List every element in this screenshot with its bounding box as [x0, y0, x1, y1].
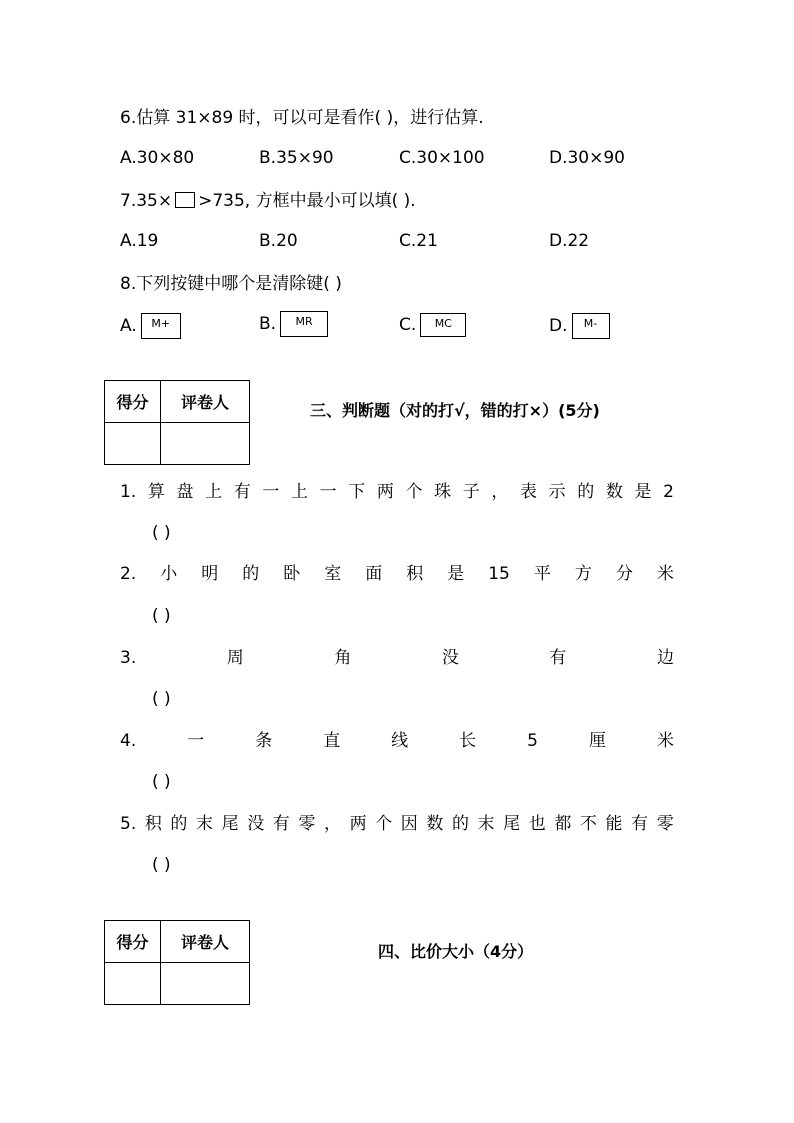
judge-item-char: 小	[160, 564, 178, 584]
judge-item-char: 有	[549, 648, 567, 668]
question-8-option-b	[259, 311, 328, 337]
score-table-section-3	[104, 380, 250, 465]
judge-item-3-answer: ( )	[152, 689, 171, 709]
judge-item-char: 算	[147, 482, 165, 502]
judge-item-char: 没	[247, 814, 265, 834]
judge-item-char: 卧	[283, 564, 301, 584]
judge-item-char: 零	[298, 814, 316, 834]
question-6-option-c: C.30×100	[399, 148, 485, 168]
judge-item-char: 是	[634, 482, 652, 502]
question-7-option-b: B.20	[259, 231, 298, 251]
judge-item-char: ，	[491, 482, 509, 502]
judge-item-char: 子	[462, 482, 480, 502]
judge-item-char: 两	[376, 482, 394, 502]
judge-item-char: 厘	[588, 731, 606, 751]
score-cell	[105, 423, 161, 465]
question-7-option-c: C.21	[399, 231, 438, 251]
judge-item-1	[120, 480, 674, 504]
judge-item-number: 3.	[120, 648, 137, 668]
judge-item-char: 米	[656, 564, 674, 584]
reviewer-header: 评卷人	[161, 381, 250, 423]
question-7-stem	[120, 189, 416, 213]
reviewer-cell	[161, 963, 250, 1005]
option-letter: A.	[120, 316, 137, 336]
judge-item-char: 米	[656, 731, 674, 751]
judge-item-char: 一	[319, 482, 337, 502]
judge-item-char: 分	[615, 564, 633, 584]
judge-item-char: 有	[272, 814, 290, 834]
judge-item-char: 的	[242, 564, 260, 584]
judge-item-char: 一	[262, 482, 280, 502]
judge-item-char: 方	[574, 564, 592, 584]
question-8-option-a	[120, 313, 181, 339]
question-8-option-d	[549, 313, 610, 339]
calculator-key-m-plus: M+	[141, 313, 181, 339]
judge-item-char: 两	[349, 814, 367, 834]
judge-item-char: 因	[400, 814, 418, 834]
question-7-option-a: A.19	[120, 231, 159, 251]
judge-item-5-answer: ( )	[152, 855, 171, 875]
score-cell	[105, 963, 161, 1005]
judge-item-char: 上	[205, 482, 223, 502]
judge-item-char: 2	[663, 482, 674, 502]
judge-item-char: 示	[548, 482, 566, 502]
judge-item-char: 没	[441, 648, 459, 668]
option-letter: D.	[549, 316, 568, 336]
judge-item-char: 长	[459, 731, 477, 751]
judge-item-char: 都	[554, 814, 572, 834]
judge-item-char: 的	[577, 482, 595, 502]
judge-item-char: 线	[391, 731, 409, 751]
calculator-key-mc: MC	[420, 313, 466, 337]
calculator-key-mr: MR	[280, 311, 328, 337]
judge-item-1-answer: ( )	[152, 523, 171, 543]
judge-item-2-answer: ( )	[152, 606, 171, 626]
judge-item-char: 边	[656, 648, 674, 668]
judge-item-char: 珠	[434, 482, 452, 502]
judge-item-5	[120, 812, 674, 836]
judge-item-char: 数	[605, 482, 623, 502]
judge-item-char: 条	[255, 731, 273, 751]
reviewer-header: 评卷人	[161, 921, 250, 963]
judge-item-char: 室	[324, 564, 342, 584]
judge-item-char: 尾	[503, 814, 521, 834]
section-3-title: 三、判断题（对的打√，错的打×）(5分)	[310, 401, 600, 420]
question-7-option-d: D.22	[549, 231, 590, 251]
judge-item-char: 周	[226, 648, 244, 668]
judge-item-char: 面	[365, 564, 383, 584]
section-4-title: 四、比价大小（4分）	[378, 942, 534, 961]
judge-item-char: 的	[451, 814, 469, 834]
judge-item-4	[120, 729, 674, 753]
judge-item-2	[120, 562, 674, 586]
judge-item-char: 上	[290, 482, 308, 502]
question-6-stem: 6.估算 31×89 时，可以可是看作( )，进行估算.	[120, 108, 484, 128]
answer-blank-box	[175, 192, 195, 208]
judge-item-char: 零	[656, 814, 674, 834]
judge-item-char: 下	[348, 482, 366, 502]
judge-item-char: 盘	[176, 482, 194, 502]
judge-item-char: 个	[405, 482, 423, 502]
judge-item-char: 末	[196, 814, 214, 834]
question-6-option-d: D.30×90	[549, 148, 626, 168]
judge-item-number: 5.	[120, 814, 137, 834]
question-6-option-b: B.35×90	[259, 148, 334, 168]
judge-item-4-answer: ( )	[152, 772, 171, 792]
judge-item-char: 有	[631, 814, 649, 834]
question-6-option-a: A.30×80	[120, 148, 195, 168]
judge-item-char: 一	[187, 731, 205, 751]
judge-item-char: 也	[528, 814, 546, 834]
judge-item-char: 能	[605, 814, 623, 834]
judge-item-char: 积	[144, 814, 162, 834]
judge-item-char: 数	[426, 814, 444, 834]
judge-item-char: 直	[323, 731, 341, 751]
judge-item-char: 平	[533, 564, 551, 584]
judge-item-char: 个	[375, 814, 393, 834]
judge-item-number: 4.	[120, 731, 137, 751]
judge-item-char: ，	[323, 814, 341, 834]
judge-item-char: 是	[447, 564, 465, 584]
reviewer-cell	[161, 423, 250, 465]
calculator-key-m-minus: M-	[572, 313, 610, 339]
judge-item-number: 1.	[120, 482, 137, 502]
judge-item-char: 末	[477, 814, 495, 834]
judge-item-char: 不	[579, 814, 597, 834]
judge-item-char: 5	[527, 731, 538, 751]
judge-item-char: 明	[201, 564, 219, 584]
judge-item-char: 15	[488, 564, 510, 584]
judge-item-3	[120, 646, 674, 670]
score-header: 得分	[105, 381, 161, 423]
judge-item-char: 角	[334, 648, 352, 668]
question-8-stem: 8.下列按键中哪个是清除键( )	[120, 274, 342, 294]
score-table-section-4	[104, 920, 250, 1005]
question-8-option-c	[399, 313, 466, 337]
judge-item-char: 的	[170, 814, 188, 834]
judge-item-char: 表	[519, 482, 537, 502]
option-letter: B.	[259, 314, 277, 334]
option-letter: C.	[399, 315, 417, 335]
judge-item-char: 有	[233, 482, 251, 502]
score-header: 得分	[105, 921, 161, 963]
judge-item-char: 积	[406, 564, 424, 584]
judge-item-char: 尾	[221, 814, 239, 834]
question-7-stem-before: 7.35×	[120, 191, 173, 211]
question-7-stem-after: >735, 方框中最小可以填( ).	[198, 191, 416, 211]
judge-item-number: 2.	[120, 564, 137, 584]
